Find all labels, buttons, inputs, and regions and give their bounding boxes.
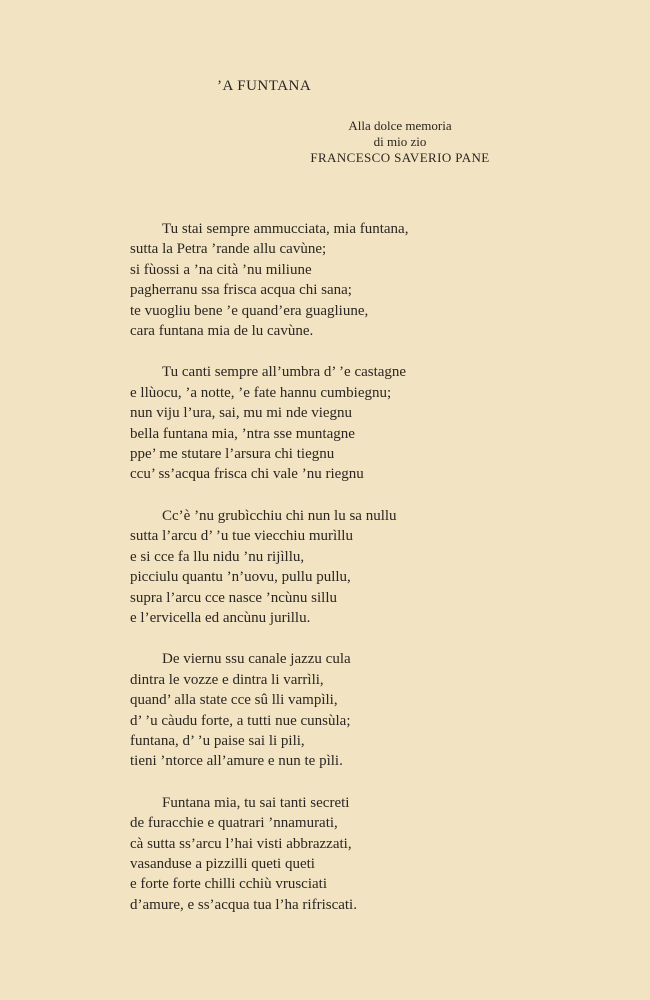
verse-line: Tu canti sempre all’umbra d’ ’e castagne: [162, 364, 407, 381]
verse-line: e l’ervicella ed ancùnu jurillu.: [130, 609, 311, 626]
stanza-4: [130, 649, 530, 771]
verse-line: sutta l’arcu d’ ’u tue viecchiu murìllu: [130, 528, 353, 545]
dedication: [300, 118, 500, 166]
stanza-2: [130, 362, 530, 484]
verse-line: vasanduse a pizzilli queti queti: [130, 855, 315, 872]
verse-line: d’amure, e ss’acqua tua l’ha rifriscati.: [130, 896, 357, 913]
verse-line: sutta la Petra ’rande allu cavùne;: [130, 241, 327, 258]
verse-line: De viernu ssu canale jazzu cula: [162, 651, 351, 668]
dedication-name: FRANCESCO SAVERIO PANE: [310, 150, 490, 165]
poem-title: ’A FUNTANA: [217, 78, 312, 94]
verse-line: d’ ’u càudu forte, a tutti nue cunsùla;: [130, 712, 351, 729]
dedication-line: Alla dolce memoria: [348, 118, 452, 133]
dedication-line: di mio zio: [373, 134, 427, 149]
verse-line: funtana, d’ ’u paise sai li pili,: [130, 732, 305, 749]
verse-line: de furacchie e quatrari ’nnamurati,: [130, 815, 338, 832]
verse-line: si fùossi a ’na cità ’nu miliune: [130, 261, 312, 278]
verse-line: e llùocu, ’a notte, ’e fate hannu cumbiegnu;: [130, 384, 392, 401]
verse-line: supra l’arcu cce nasce ’ncùnu sillu: [130, 589, 337, 606]
poem-body: [130, 219, 530, 936]
verse-line: quand’ alla state cce sû lli vampìli,: [130, 692, 338, 709]
verse-line: te vuogliu bene ’e quand’era guagliune,: [130, 302, 369, 319]
verse-line: bella funtana mia, ’ntra sse muntagne: [130, 425, 355, 442]
stanza-1: [130, 219, 530, 341]
verse-line: e forte forte chilli cchiù vrusciati: [130, 876, 327, 893]
verse-line: nun viju l’ura, sai, mu mi nde viegnu: [130, 405, 353, 422]
verse-line: cara funtana mia de lu cavùne.: [130, 323, 314, 340]
verse-line: dintra le vozze e dintra li varrìli,: [130, 671, 324, 688]
stanza-3: [130, 506, 530, 628]
verse-line: ccu’ ss’acqua frisca chi vale ’nu riegnu: [130, 466, 364, 483]
verse-line: pagherranu ssa frisca acqua chi sana;: [130, 282, 352, 299]
verse-line: Cc’è ’nu grubìcchiu chi nun lu sa nullu: [162, 507, 397, 524]
verse-line: ppe’ me stutare l’arsura chi tiegnu: [130, 446, 335, 463]
verse-line: Funtana mia, tu sai tanti secreti: [162, 794, 350, 811]
verse-line: tieni ’ntorce all’amure e nun te pìli.: [130, 753, 343, 770]
verse-line: e si cce fa llu nidu ’nu rijìllu,: [130, 548, 305, 565]
verse-line: Tu stai sempre ammucciata, mia funtana,: [162, 221, 409, 237]
verse-line: picciulu quantu ’n’uovu, pullu pullu,: [130, 569, 351, 586]
stanza-5: [130, 793, 530, 915]
verse-line: cà sutta ss’arcu l’hai visti abbrazzati,: [130, 835, 352, 852]
